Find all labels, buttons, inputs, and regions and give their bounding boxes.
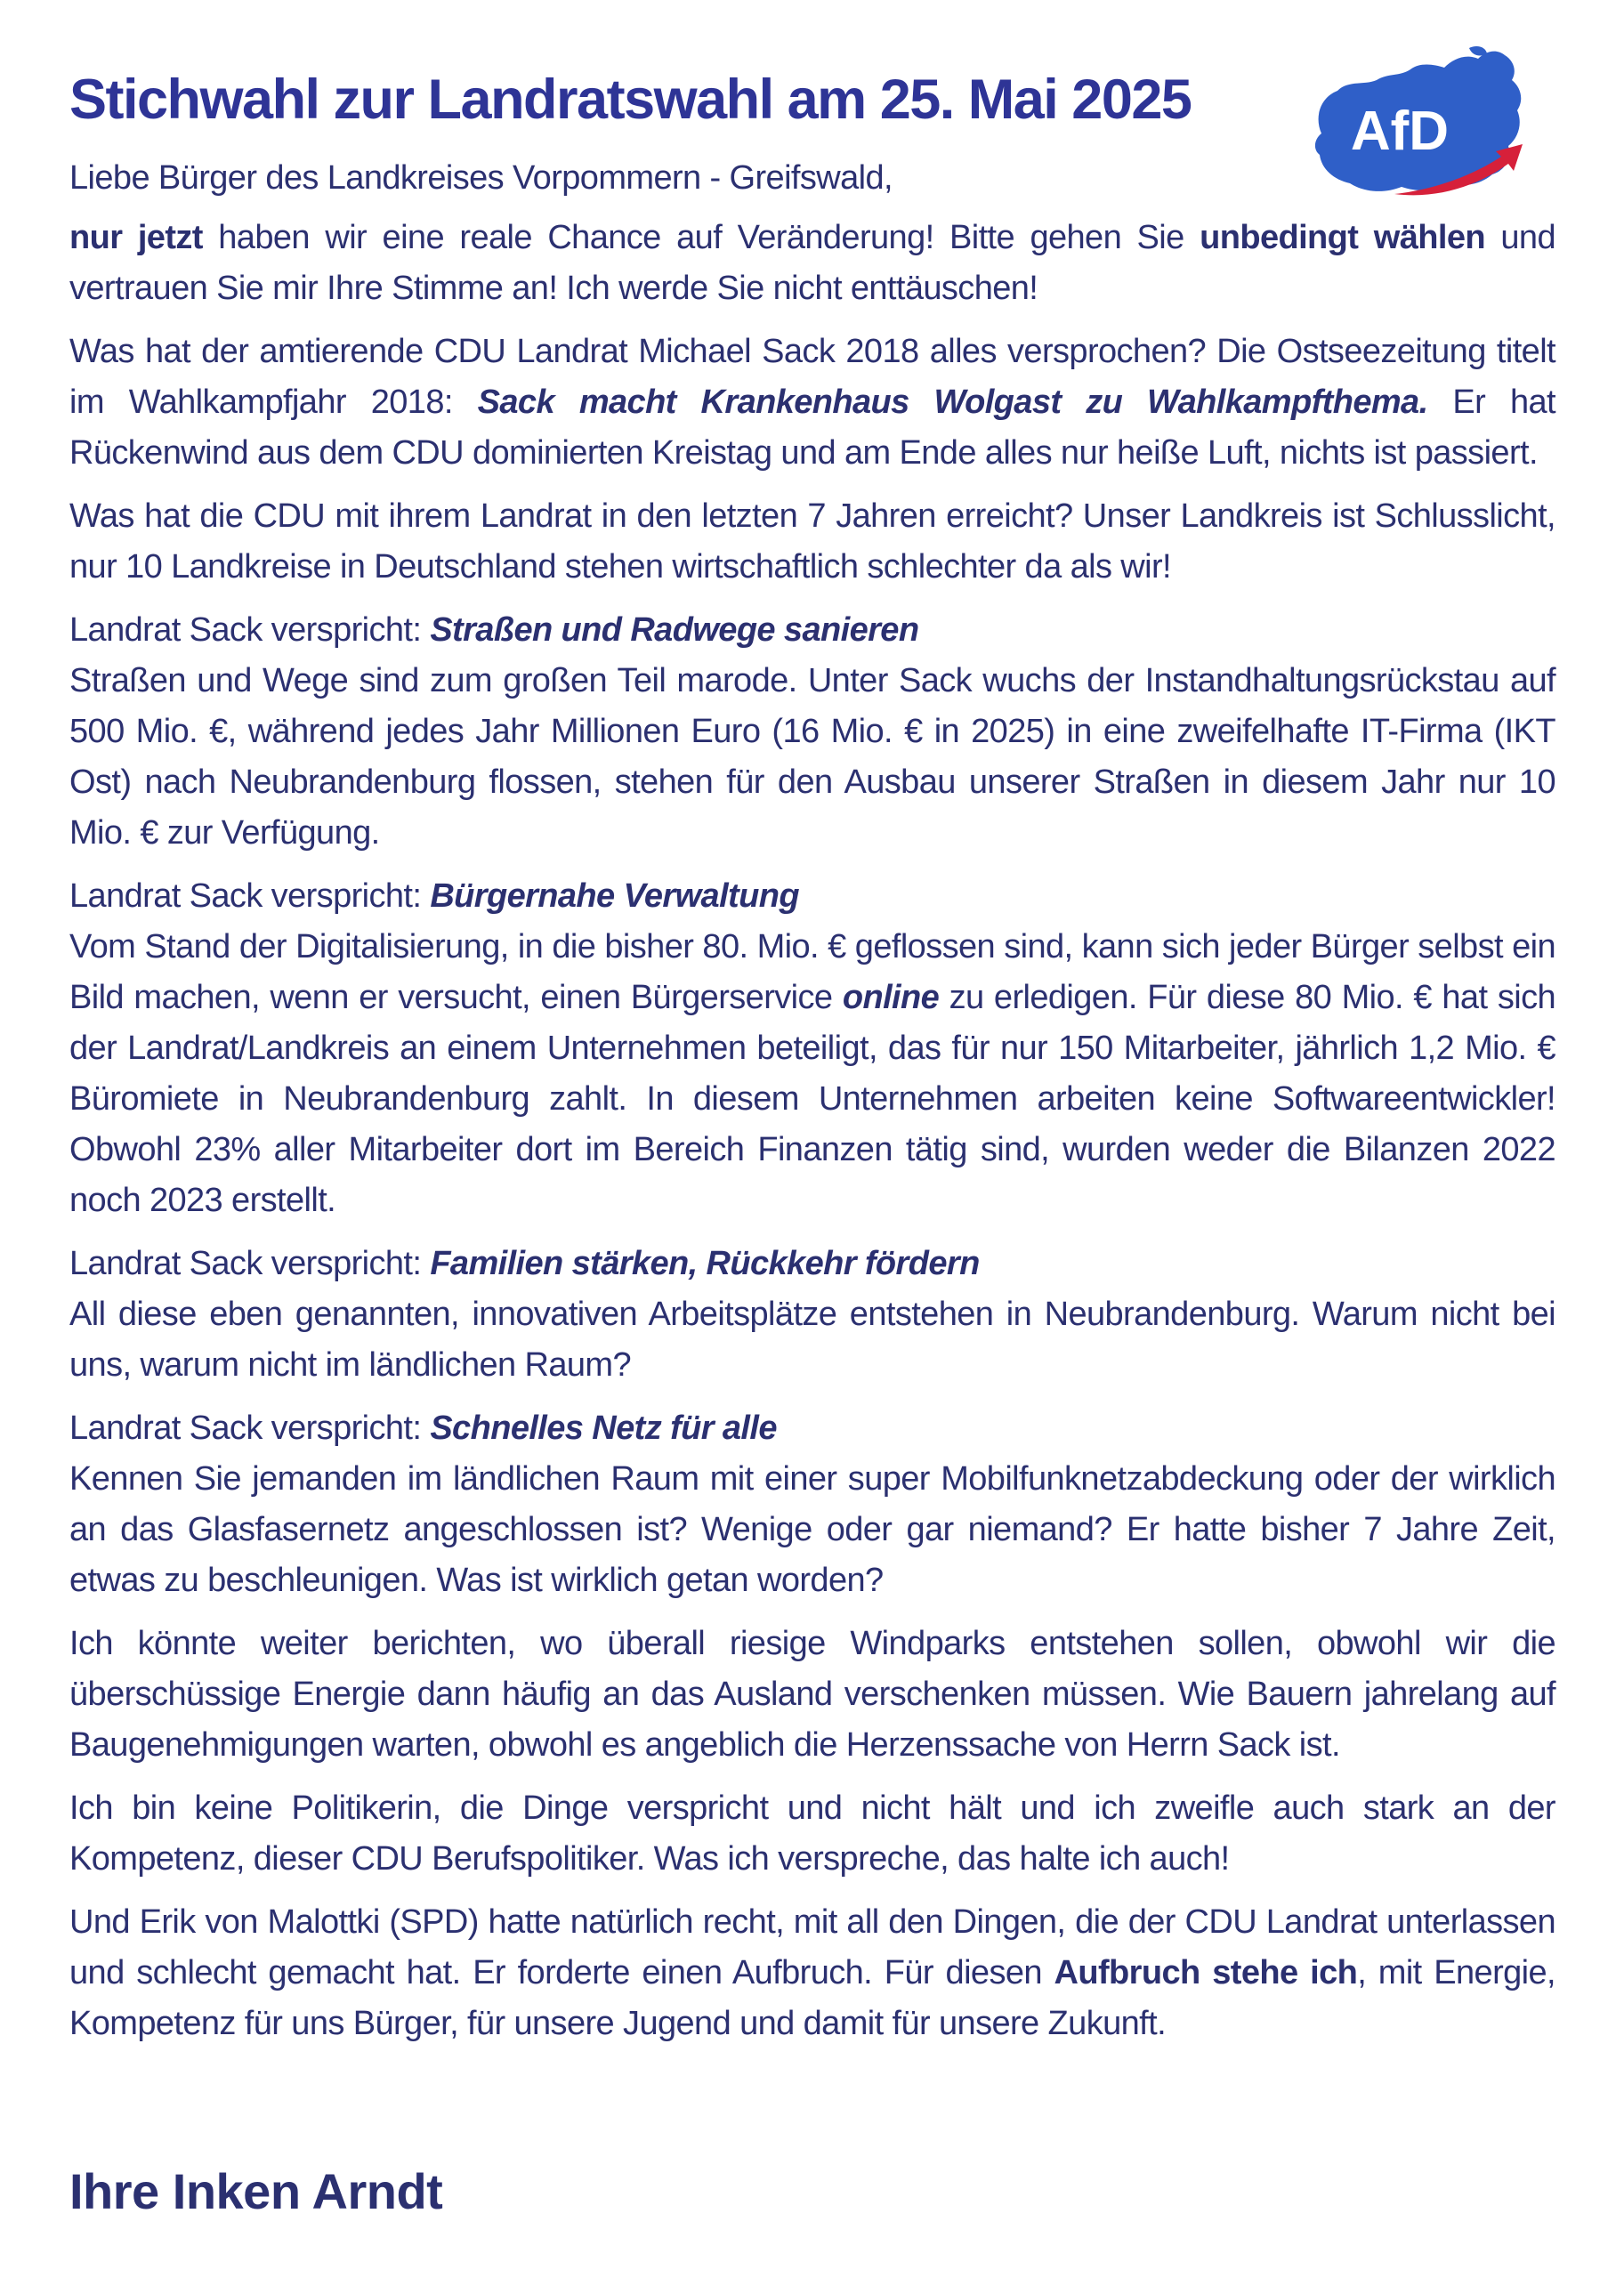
text: Und Erik von Malottki (SPD) hatte natürlich recht, mit all den Dingen, die der CDU Landrat unterlassen und schlecht gemacht hat. Er forderte einen Aufbruch. Für diesen [69, 1903, 1555, 1991]
promise-prefix: Landrat Sack verspricht: [69, 611, 431, 649]
greeting: Liebe Bürger des Landkreises Vorpommern - Greifswald, [69, 159, 893, 197]
section-administration [69, 871, 1555, 1226]
emphasis: unbedingt wählen [1200, 219, 1485, 256]
emphasis: Aufbruch stehe ich [1054, 1954, 1358, 1991]
promise-heading: Bürgernahe Verwaltung [430, 877, 799, 915]
paragraph-windparks: Ich könnte weiter berichten, wo überall riesige Windparks entstehen sollen, obwohl wir die überschüssige Energie dann häufig an das Ausland verschenken müssen. Wie Bauern jahrelang auf Baugenehmigungen warten, obwohl es angeblich die Herzenssache von Herrn Sack ist. [69, 1625, 1555, 1764]
text: , mit Energie, Kompetenz für uns Bürger, für unsere Jugend und damit für unsere Zukunft. [69, 1954, 1555, 2042]
paragraph-not-politician: Ich bin keine Politikerin, die Dinge verspricht und nicht hält und ich zweifle auch stark an der Kompetenz, dieser CDU Berufspolitiker. Was ich verspreche, das halte ich auch! [69, 1789, 1555, 1878]
text: Er hat Rückenwind aus dem CDU dominierten Kreistag und am Ende alles nur heiße Luft, nichts ist passiert. [69, 384, 1555, 472]
section-text: zu erledigen. Für diese 80 Mio. € hat sich der Landrat/Landkreis an einem Unternehmen beteiligt, das für nur 150 Mitarbeiter, jährlich 1,2 Mio. € Büromiete in Neubrandenburg zahlt. In diesem Unternehmen arbeiten keine Softwareentwickler! Obwohl 23% aller Mitarbeiter dort im Bereich Finanzen tätig sind, wurden weder die Bilanzen 2022 noch 2023 erstellt. [69, 979, 1556, 1219]
promise-prefix: Landrat Sack verspricht: [69, 1245, 431, 1282]
promise-heading: Schnelles Netz für alle [430, 1410, 777, 1447]
letter-body [69, 153, 1555, 2062]
emphasis: online [842, 979, 940, 1016]
text: und vertrauen Sie mir Ihre Stimme an! Ich werde Sie nicht enttäuschen! [69, 219, 1555, 307]
logo-text: AfD [1350, 101, 1450, 162]
section-text: All diese eben genannten, innovativen Arbeitsplätze entstehen in Neubrandenburg. Warum nicht bei uns, warum nicht im ländlichen Raum? [69, 1296, 1555, 1384]
section-roads [69, 605, 1555, 859]
page-title: Stichwahl zur Landratswahl am 25. Mai 2025 [69, 69, 1192, 131]
paragraph-promises-2018 [69, 327, 1555, 479]
paragraph-closing [69, 1897, 1555, 2049]
paragraph-7-years: Was hat die CDU mit ihrem Landrat in den letzten 7 Jahren erreicht? Unser Landkreis ist Schlusslicht, nur 10 Landkreise in Deutschland stehen wirtschaftlich schlechter da als wir! [69, 497, 1555, 586]
text: Was hat der amtierende CDU Landrat Michael Sack 2018 alles versprochen? Die Ostseezeitung titelt im Wahlkampfjahr 2018: [69, 333, 1555, 421]
promise-prefix: Landrat Sack verspricht: [69, 877, 431, 915]
paragraph-call-to-vote [69, 213, 1555, 314]
section-text: Kennen Sie jemanden im ländlichen Raum mit einer super Mobilfunknetzabdeckung oder der wirklich an das Glasfasernetz angeschlossen ist? Wenige oder gar niemand? Er hatte bisher 7 Jahre Zeit, etwas zu beschleunigen. Was ist wirklich getan worden? [69, 1460, 1555, 1599]
map-island-icon [1469, 46, 1487, 55]
promise-heading: Familien stärken, Rückkehr fördern [430, 1245, 980, 1282]
promise-heading: Straßen und Radwege sanieren [430, 611, 919, 649]
text: haben wir eine reale Chance auf Veränderung! Bitte gehen Sie [202, 219, 1200, 256]
promise-prefix: Landrat Sack verspricht: [69, 1410, 431, 1447]
quote: Sack macht Krankenhaus Wolgast zu Wahlkampfthema. [477, 384, 1428, 421]
section-text: Vom Stand der Digitalisierung, in die bisher 80. Mio. € geflossen sind, kann sich jeder Bürger selbst ein Bild machen, wenn er versucht, einen Bürgerservice [69, 928, 1555, 1016]
section-text: Straßen und Wege sind zum großen Teil marode. Unter Sack wuchs der Instandhaltungsrückstau auf 500 Mio. €, während jedes Jahr Millionen Euro (16 Mio. € in 2025) in eine zweifelhafte IT-Firma (IKT Ost) nach Neubrandenburg flossen, stehen für den Ausbau unserer Straßen in diesem Jahr nur 10 Mio. € zur Verfügung. [69, 662, 1555, 852]
signature: Ihre Inken Arndt [69, 2163, 443, 2219]
section-families [69, 1239, 1555, 1391]
emphasis: nur jetzt [69, 219, 203, 256]
section-network [69, 1403, 1555, 1606]
